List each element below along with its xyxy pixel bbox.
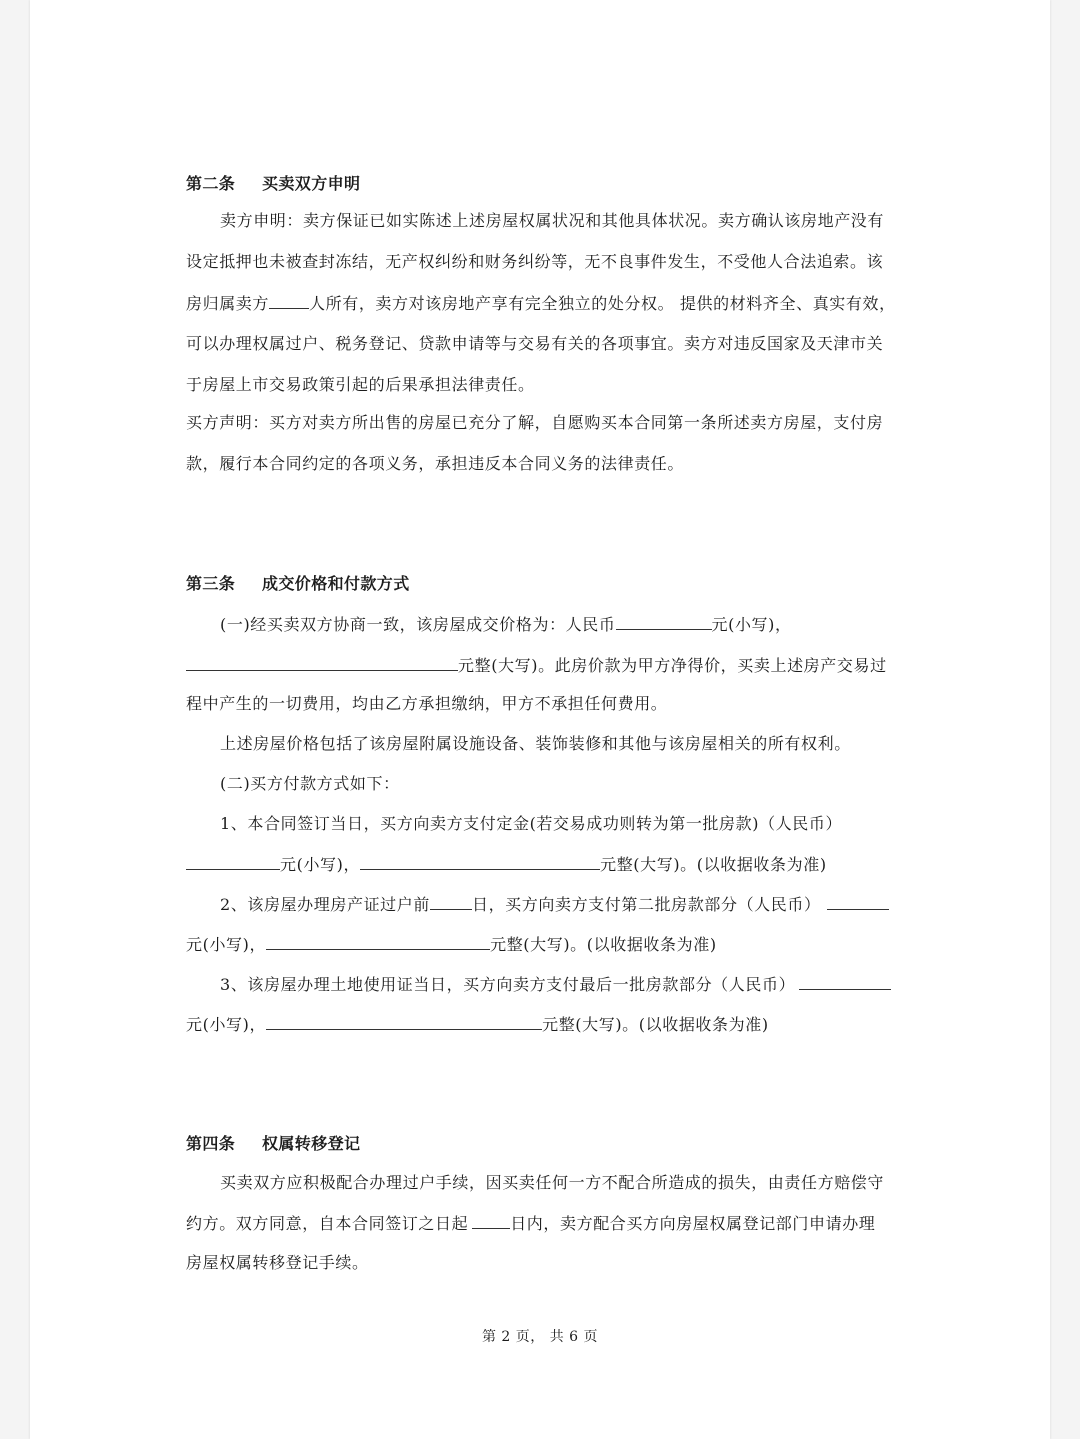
article-4-line-2-part-a: 约方。双方同意，自本合同签订之日起 xyxy=(186,1214,469,1233)
deposit-uppercase-blank[interactable] xyxy=(360,853,600,870)
article-3-para-3: 程中产生的一切费用，均由乙方承担缴纳，甲方不承担任何费用。 xyxy=(186,694,668,713)
payment-item-1-line-2 xyxy=(186,853,827,876)
payment-item-2-part-a: 2、该房屋办理房产证过户前 xyxy=(220,895,430,914)
article-4-line-2 xyxy=(186,1212,875,1235)
article-4-line-3: 房屋权属转移登记手续。 xyxy=(186,1253,369,1272)
article-2-line-3-part-a: 房归属卖方 xyxy=(186,294,270,313)
second-payment-uppercase-blank[interactable] xyxy=(266,933,490,950)
final-payment-uppercase-blank[interactable] xyxy=(266,1013,542,1030)
article-3-para-2-text: 元整(大写)。此房价款为甲方净得价，买卖上述房产交易过 xyxy=(458,656,887,675)
article-4-line-2-part-b: 日内，卖方配合买方向房屋权属登记部门申请办理 xyxy=(510,1214,876,1233)
payment-item-3-line-2 xyxy=(186,1013,769,1036)
article-3-number: 第三条 xyxy=(186,574,236,593)
article-2-heading xyxy=(186,173,360,195)
article-3-para-1 xyxy=(220,613,792,636)
article-2-number: 第二条 xyxy=(186,174,236,193)
registration-days-blank[interactable] xyxy=(472,1212,510,1229)
payment-item-2-upper-label: 元整(大写)。(以收据收条为准) xyxy=(490,935,717,954)
payment-item-2-line-1 xyxy=(220,893,889,916)
article-2-line-3-part-b: 人所有，卖方对该房地产享有完全独立的处分权。 提供的材料齐全、真实有效， xyxy=(309,294,896,313)
document-page xyxy=(30,0,1050,1439)
payment-item-3-line-1 xyxy=(220,973,891,996)
price-lowercase-blank[interactable] xyxy=(616,613,712,630)
article-2-line-5: 于房屋上市交易政策引起的后果承担法律责任。 xyxy=(186,375,535,394)
payment-item-3-part-a: 3、该房屋办理土地使用证当日，买方向卖方支付最后一批房款部分（人民币） xyxy=(220,975,796,994)
article-3-para-4: 上述房屋价格包括了该房屋附属设施设备、装饰装修和其他与该房屋相关的所有权利。 xyxy=(220,734,851,753)
article-2-line-3 xyxy=(186,292,896,315)
article-2-title: 买卖双方申明 xyxy=(262,174,361,193)
payment-item-2-part-b: 日，买方向卖方支付第二批房款部分（人民币） xyxy=(471,895,821,914)
payment-item-1-lower-label: 元(小写)， xyxy=(280,855,361,874)
payment-item-3-upper-label: 元整(大写)。(以收据收条为准) xyxy=(542,1015,769,1034)
article-2-line-2: 设定抵押也未被查封冻结，无产权纠纷和财务纠纷等，无不良事件发生，不受他人合法追索。该 xyxy=(186,252,884,271)
transfer-days-blank[interactable] xyxy=(430,893,472,910)
article-4-number: 第四条 xyxy=(186,1134,236,1153)
article-3-para-2 xyxy=(186,654,887,677)
article-4-heading xyxy=(186,1133,360,1155)
seller-name-blank[interactable] xyxy=(269,292,309,309)
article-3-para-5: (二)买方付款方式如下： xyxy=(220,774,400,793)
second-payment-lowercase-blank[interactable] xyxy=(827,893,889,910)
price-uppercase-blank[interactable] xyxy=(186,654,458,671)
article-3-para-1-part-a: (一)经买卖双方协商一致，该房屋成交价格为：人民币 xyxy=(220,615,616,634)
deposit-lowercase-blank[interactable] xyxy=(186,853,280,870)
article-3-heading xyxy=(186,573,410,595)
payment-item-3-lower-label: 元(小写)， xyxy=(186,1015,267,1034)
article-4-line-1: 买卖双方应积极配合办理过户手续，因买卖任何一方不配合所造成的损失，由责任方赔偿守 xyxy=(220,1173,885,1192)
article-2-line-6: 买方声明：买方对卖方所出售的房屋已充分了解，自愿购买本合同第一条所述卖方房屋，支付房 xyxy=(186,413,884,432)
article-2-line-4: 可以办理权属过户、税务登记、贷款申请等与交易有关的各项事宜。卖方对违反国家及天津市关 xyxy=(186,334,884,353)
article-2-line-1: 卖方申明：卖方保证已如实陈述上述房屋权属状况和其他具体状况。卖方确认该房地产没有 xyxy=(220,211,885,230)
payment-item-2-line-2 xyxy=(186,933,717,956)
page-number-footer: 第 2 页， 共 6 页 xyxy=(481,1329,599,1345)
payment-item-2-lower-label: 元(小写)， xyxy=(186,935,267,954)
article-2-line-7: 款，履行本合同约定的各项义务，承担违反本合同义务的法律责任。 xyxy=(186,454,685,473)
payment-item-1-line-1: 1、本合同签订当日，买方向卖方支付定金(若交易成功则转为第一批房款)（人民币） xyxy=(220,814,843,833)
final-payment-lowercase-blank[interactable] xyxy=(799,973,891,990)
payment-item-1-upper-label: 元整(大写)。(以收据收条为准) xyxy=(600,855,827,874)
article-3-para-1-part-b: 元(小写)， xyxy=(711,615,792,634)
article-3-title: 成交价格和付款方式 xyxy=(262,574,410,593)
article-4-title: 权属转移登记 xyxy=(262,1134,361,1153)
